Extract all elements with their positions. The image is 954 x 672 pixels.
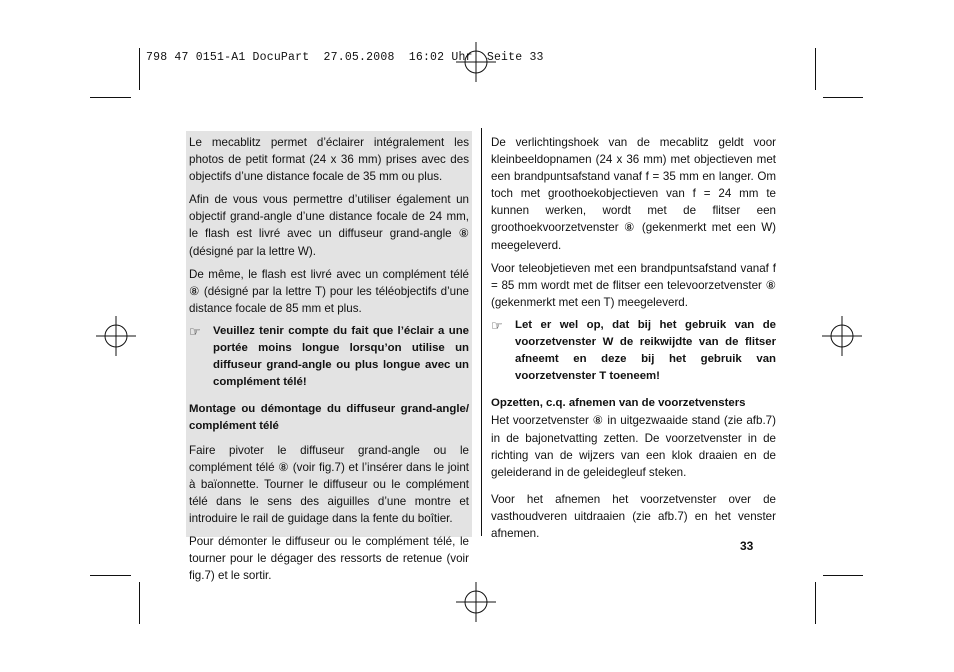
crop-mark bbox=[90, 97, 131, 98]
crop-mark bbox=[815, 48, 816, 90]
paragraph: Le mecablitz permet d’éclairer intégralement les photos de petit format (24 x 36 mm) prises avec des objectifs d’une distance focale de 35 mm ou plus. bbox=[189, 136, 469, 184]
paragraph: Het voorzetvenster ⑧ in uitgezwaaide stand (zie afb.7) in de bajonetvatting zetten. De voorzetvenster in de richting van de wijzers van een klok draaien en de geleiderand in de geleidegleuf steken. bbox=[491, 414, 776, 479]
page-number: 33 bbox=[740, 539, 754, 553]
registration-mark-icon bbox=[96, 316, 136, 356]
crop-mark bbox=[823, 97, 863, 98]
paragraph: Pour démonter le diffuseur ou le complément télé, le tourner pour le dégager des ressorts de retenue (voir fig.7) et le sortir. bbox=[189, 534, 469, 583]
paragraph: Voor het afnemen het voorzetvenster over de vasthoudveren uitdraaien (zie afb.7) en het venster afnemen. bbox=[491, 492, 776, 540]
note-text: Let er wel op, dat bij het gebruik van de voorzetvenster W de reikwijdte van de flitser afneemt en deze bij het gebruik van voorzetvenster T toeneem! bbox=[515, 318, 776, 383]
crop-mark bbox=[823, 575, 863, 576]
paragraph: Afin de vous vous permettre d’utiliser également un objectif grand-angle d’une distance focale de 24 mm, le flash est livré avec un diffuseur grand-angle ⑧ (désigné par la lettre W). bbox=[189, 193, 469, 258]
paragraph: Faire pivoter le diffuseur grand-angle ou le complément télé ⑧ (voir fig.7) et l’insérer dans le joint à baïonnette. Tourner le diffuseur ou le complément télé dans le sens des aiguilles d’une montre et introduire le rail de guidage dans la fente du boîtier. bbox=[189, 443, 469, 525]
section-heading: Montage ou démontage du diffuseur grand-angle/ complément télé bbox=[189, 403, 469, 433]
registration-mark-icon bbox=[822, 316, 862, 356]
note-text: Veuillez tenir compte du fait que l’éclair a une portée moins longue lorsqu’on utilise un diffuseur grand-angle ou plus longue avec un complément télé! bbox=[213, 324, 469, 389]
warning-note bbox=[189, 323, 469, 391]
crop-mark bbox=[139, 582, 140, 624]
crop-mark bbox=[90, 575, 131, 576]
paragraph: Voor teleobjetieven met een brandpuntsafstand vanaf f = 85 mm wordt met de flitser een televoorzetvenster ⑧ (gekenmerkt met een T) meegeleverd. bbox=[491, 261, 776, 309]
registration-mark-icon bbox=[456, 42, 496, 82]
paragraph: De même, le flash est livré avec un complément télé ⑧ (désigné par la lettre T) pour les téléobjectifs d’une distance focale de 85 mm et plus. bbox=[189, 267, 469, 315]
pointing-hand-icon: ☞ bbox=[491, 317, 503, 333]
french-column bbox=[186, 131, 472, 583]
pointing-hand-icon: ☞ bbox=[189, 323, 201, 339]
paragraph: De verlichtingshoek van de mecablitz geldt voor kleinbeeldopnamen (24 x 36 mm) met objectieven met een brandpuntsafstand vanaf f = 35 mm en langer. Om toch met groothoekobjectieven van f = 24 mm te kunnen werken, wordt met de flitser een groothoekvoorzetvenster ⑧ (gekenmerkt met een W) meegeleverd. bbox=[491, 136, 776, 252]
crop-mark bbox=[139, 48, 140, 90]
warning-note bbox=[491, 317, 776, 385]
dutch-column bbox=[491, 131, 776, 542]
section-heading: Opzetten, c.q. afnemen van de voorzetvensters bbox=[491, 397, 746, 410]
registration-mark-icon bbox=[456, 582, 496, 622]
column-divider bbox=[481, 128, 482, 536]
crop-mark bbox=[815, 582, 816, 624]
print-slug: 798 47 0151-A1 DocuPart 27.05.2008 16:02 Uhr Seite 33 bbox=[146, 51, 544, 64]
